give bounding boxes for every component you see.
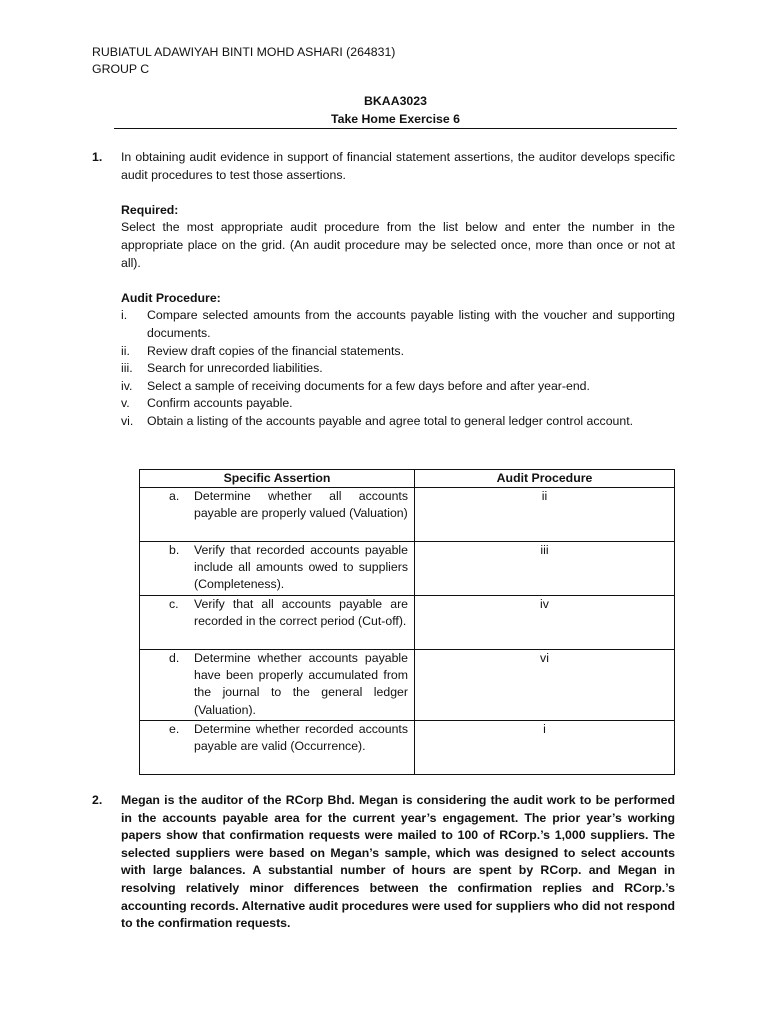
procedure-numeral: v. — [121, 396, 130, 411]
assertion-text: Determine whether recorded accounts payable are valid (Occurrence). — [194, 722, 408, 754]
question-2-body — [121, 792, 675, 933]
question-2-text: Megan is the auditor of the RCorp Bhd. Megan is considering the audit work to be performed in the accounts payable area for the current year’s engagement. The prior year’s working papers show that confirmation requests were mailed to 100 of RCorp.’s 1,000 suppliers. The selected suppliers were based on Megan’s sample, which was designed to select accounts with large balances. A substantial number of hours are spent by RCorp. and Megan in resolving relatively minor differences between the confirmation replies and RCorp.’s accounting records. Alternative audit procedures were used for suppliers who did not respond to the confirmation requests. — [121, 793, 675, 931]
procedure-text: Compare selected amounts from the accounts payable listing with the voucher and supporting documents. — [147, 308, 675, 340]
procedure-cell: vi — [415, 650, 675, 721]
procedure-text: Search for unrecorded liabilities. — [147, 361, 323, 376]
procedure-item — [121, 360, 675, 378]
procedure-item — [121, 378, 675, 396]
document-header — [92, 44, 395, 78]
header-audit-procedure: Audit Procedure — [415, 470, 675, 488]
procedure-item — [121, 413, 675, 431]
author-line: RUBIATUL ADAWIYAH BINTI MOHD ASHARI (264831) — [92, 45, 396, 59]
procedure-cell: ii — [415, 488, 675, 542]
question-1-number: 1. — [92, 150, 103, 164]
question-1-intro: In obtaining audit evidence in support of financial statement assertions, the auditor develops specific audit procedures to test those assertions. — [121, 150, 675, 182]
row-letter: d. — [169, 651, 180, 665]
procedure-text: Review draft copies of the financial statements. — [147, 343, 404, 358]
procedure-numeral: i. — [121, 308, 128, 323]
procedure-numeral: iii. — [121, 361, 133, 376]
grid-header-row — [140, 470, 675, 488]
procedure-item — [121, 307, 675, 342]
assertion-procedure-grid — [139, 469, 675, 775]
procedure-numeral: iv. — [121, 378, 133, 393]
assertion-text: Determine whether all accounts payable are properly valued (Valuation) — [194, 489, 408, 521]
assertion-cell — [140, 542, 415, 596]
assertion-cell — [140, 721, 415, 775]
assertion-cell — [140, 596, 415, 650]
header-specific-assertion: Specific Assertion — [140, 470, 415, 488]
exercise-title: Take Home Exercise 6 — [331, 112, 460, 126]
procedure-text: Obtain a listing of the accounts payable and agree total to general ledger control account. — [147, 413, 634, 428]
course-code: BKAA3023 — [364, 94, 427, 108]
table-row — [140, 721, 675, 775]
procedure-numeral: vi. — [121, 413, 134, 428]
procedure-cell: iii — [415, 542, 675, 596]
procedures-label: Audit Procedure: — [121, 290, 221, 305]
assertion-cell — [140, 488, 415, 542]
procedure-numeral: ii. — [121, 343, 130, 358]
procedure-text: Select a sample of receiving documents for a few days before and after year-end. — [147, 378, 590, 393]
row-letter: e. — [169, 722, 180, 736]
assertion-cell — [140, 650, 415, 721]
procedure-item — [121, 343, 675, 361]
procedure-cell: i — [415, 721, 675, 775]
procedure-cell: iv — [415, 596, 675, 650]
required-text: Select the most appropriate audit procedure from the list below and enter the number in the appropriate place on the grid. (An audit procedure may be selected once, more than once or not at all). — [121, 220, 675, 270]
procedure-item — [121, 395, 675, 413]
table-row — [140, 596, 675, 650]
row-letter: b. — [169, 543, 180, 557]
assertion-text: Verify that all accounts payable are recorded in the correct period (Cut-off). — [194, 597, 408, 629]
procedure-text: Confirm accounts payable. — [147, 396, 293, 411]
assertion-text: Determine whether accounts payable have been properly accumulated from the journal to the general ledger (Valuation). — [194, 651, 408, 717]
group-line: GROUP C — [92, 62, 150, 76]
question-2-number: 2. — [92, 793, 103, 807]
title-divider — [114, 128, 677, 129]
table-row — [140, 542, 675, 596]
question-1-body — [121, 149, 675, 431]
table-row — [140, 650, 675, 721]
row-letter: c. — [169, 597, 179, 611]
table-row — [140, 488, 675, 542]
procedure-list — [121, 307, 675, 430]
title-block — [114, 92, 677, 128]
assertion-text: Verify that recorded accounts payable include all amounts owed to suppliers (Completeness). — [194, 543, 408, 592]
required-label: Required: — [121, 202, 179, 217]
row-letter: a. — [169, 489, 180, 503]
